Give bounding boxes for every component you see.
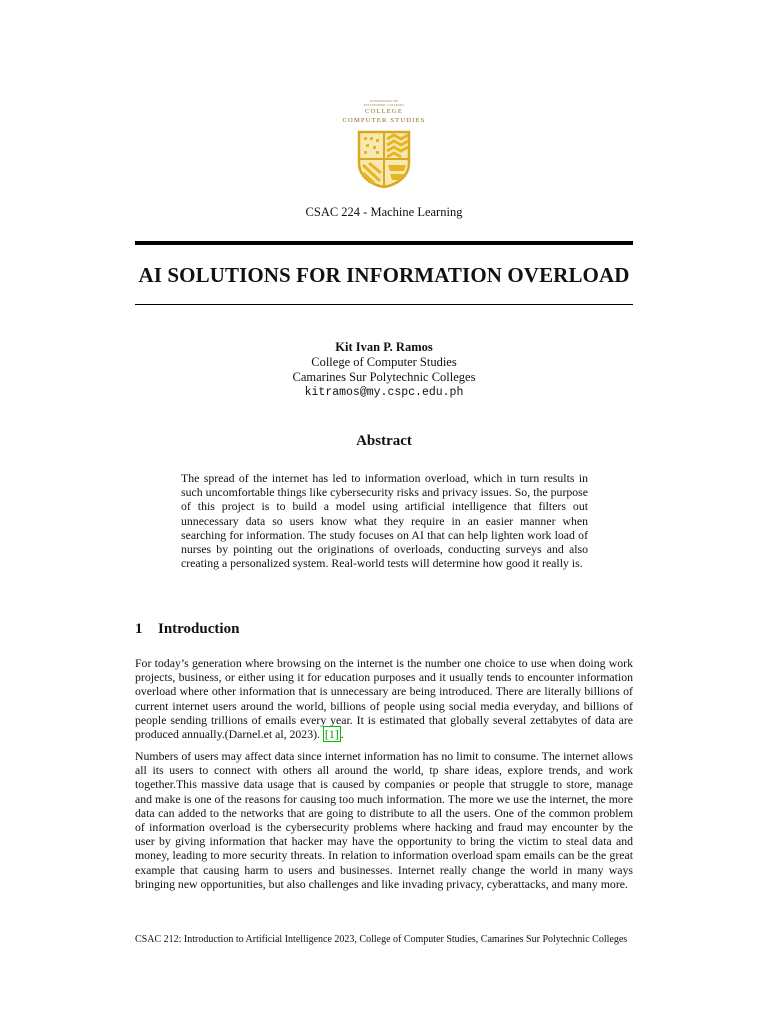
- author-name: Kit Ivan P. Ramos: [335, 340, 433, 354]
- author-affiliation-2: Camarines Sur Polytechnic Colleges: [292, 370, 476, 384]
- intro-paragraph-2: Numbers of users may affect data since internet information has no limit to consume. The internet allows all its users to connect with others all around the world, tp share ideas, explore trends, and work together.This massive data usage that is caused by companies or people that struggle to store, manage and make is one of the reasons for causing too much information. The more we use the internet, the more data can added to the networks that are going to distribute to all the users. One of the common problem of information overload is the cybersecurity problems where hacking and fraud may encounter by the user by giving information that hacker may have the opportunity to bring the victim to steal data and money, leading to more security threats. In relation to information overload spam emails can be the great example that causing harm to users and businesses. Internet really change the world in many ways bringing new opportunities, but also challenges and like invading privacy, cyberattacks, and many more.: [135, 749, 633, 891]
- logo-small-text-2: POLYTECHNIC COLLEGES: [363, 102, 405, 107]
- author-affiliation-1: College of Computer Studies: [311, 355, 457, 369]
- footnote: CSAC 212: Introduction to Artificial Intelligence 2023, College of Computer Studies, Camarines Sur Polytechnic Colleges: [135, 934, 628, 945]
- abstract-heading: Abstract: [356, 433, 412, 449]
- intro-paragraph-1-end: .: [340, 727, 344, 742]
- author-email[interactable]: kitramos@my.cspc.edu.ph: [304, 386, 464, 399]
- section-number: 1: [135, 621, 143, 637]
- shield-icon: [356, 129, 412, 189]
- intro-paragraph-1-text: For today’s generation where browsing on the internet is the number one choice to use when doing work projects, business, or either using it for education purposes and it usually tends to encounter information overload where other information that is unnecessary are being introduced. There are literally billions of current internet users around the world, billions of people using social media everyday, and billions of people sending trillions of emails every year. It is estimated that globally several zettabytes of data are produced annually.(Darnel.et al, 2023).: [135, 656, 633, 742]
- logo-line-2: COMPUTER STUDIES: [342, 117, 426, 124]
- intro-paragraph-1: [135, 656, 633, 741]
- course-name: CSAC 224 - Machine Learning: [305, 205, 463, 219]
- title-rule-bottom: [135, 304, 633, 305]
- paper-title: AI SOLUTIONS FOR INFORMATION OVERLOAD: [138, 263, 630, 287]
- author-block: [0, 340, 768, 400]
- logo-small-text-1: UNIVERSIDAD DE: [369, 99, 399, 103]
- abstract-text: The spread of the internet has led to information overload, which in turn results in such uncomfortable things like cybersecurity risks and privacy issues. So, the purpose of this project is to build a model using artificial intelligence that filters out unnecessary data so users know what they require in an easier manner when searching for information. The study focuses on AI that can help lighten work load of nurses by pointing out the originations of overloads, conducting surveys and also creating a personalized system. Real-world tests will determine how good it really is.: [181, 471, 588, 571]
- section-title: Introduction: [158, 621, 240, 637]
- title-rule-top: [135, 241, 633, 245]
- citation-link[interactable]: [1]: [324, 727, 339, 742]
- logo-line-1: COLLEGE: [364, 108, 403, 115]
- college-logo: [334, 100, 434, 189]
- section-heading-introduction: [135, 621, 239, 638]
